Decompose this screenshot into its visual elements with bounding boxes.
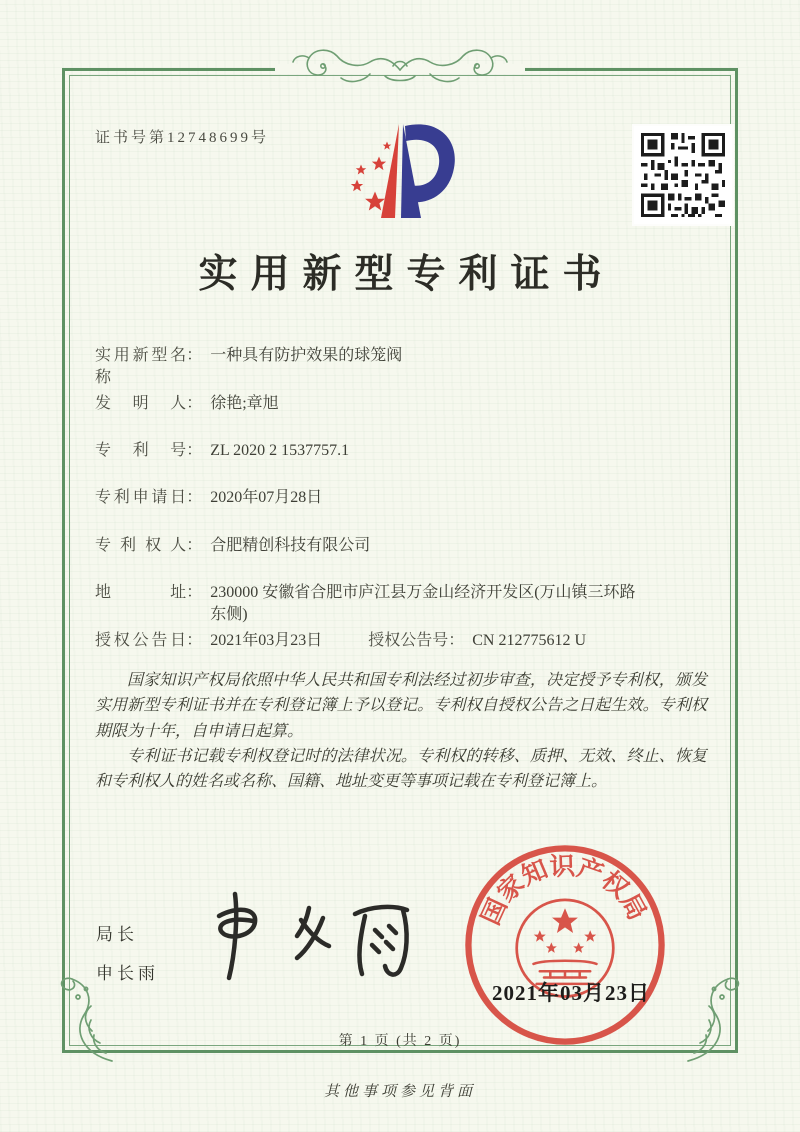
dragon-flourish-ornament-icon (275, 40, 525, 102)
field-value: 合肥精创科技有限公司 (210, 537, 371, 554)
back-note: 其他事项参见背面 (323, 1084, 476, 1100)
field-label: 授权公告日 (95, 632, 187, 649)
legal-text (95, 668, 707, 794)
field-label: 专利权人 (95, 537, 187, 554)
signer-name: 申长雨 (96, 964, 159, 983)
field-value: 一种具有防护效果的球笼阀 (210, 347, 403, 364)
field-row-grant (95, 630, 586, 652)
field-row-name (95, 345, 402, 388)
field-row-patentee (95, 535, 370, 557)
field-value: 2020年07月28日 (210, 489, 323, 506)
field-colon: ： (186, 537, 203, 554)
field-colon: ： (448, 632, 465, 649)
signer-block (96, 920, 159, 998)
field-colon: ： (186, 584, 203, 601)
grant-date-value: 2021年03月23日 (210, 632, 323, 649)
field-colon: ： (186, 489, 203, 506)
qr-code-icon (632, 124, 734, 226)
field-value: 徐艳;章旭 (210, 395, 279, 412)
certificate-number: 证书号第12748699号 (95, 130, 270, 146)
field-value: 230000 安徽省合肥市庐江县万金山经济开发区(万山镇三环路东侧) (210, 584, 636, 623)
field-row-filing-date (95, 487, 322, 509)
field-row-inventor (95, 393, 279, 415)
field-label: 专利申请日 (95, 489, 187, 506)
seal-ring-text: 国家知识产权局 (477, 853, 651, 930)
field-label: 发明人 (95, 395, 187, 412)
field-colon: ： (186, 395, 203, 412)
signer-title: 局长 (96, 925, 138, 944)
grant-no-label: 授权公告号 (368, 632, 449, 649)
seal-date: 2021年03月23日 (492, 981, 650, 1005)
director-signature-icon (205, 882, 435, 990)
field-label: 地址 (95, 584, 187, 601)
grant-no-value: CN 212775612 U (472, 632, 587, 649)
field-value: ZL 2020 2 1537757.1 (210, 442, 350, 459)
field-row-address (95, 582, 642, 625)
certificate-title: 实用新型专利证书 (198, 253, 615, 296)
field-colon: ： (186, 632, 203, 649)
cnipa-seal-icon (460, 840, 670, 1050)
cnipa-logo-icon (335, 110, 465, 232)
legal-paragraph: 专利证书记载专利权登记时的法律状况。专利权的转移、质押、无效、终止、恢复和专利权人的姓名或名称、国籍、地址变更等事项记载在专利登记簿上。 (95, 747, 707, 791)
field-label: 实用新型名称 (95, 347, 187, 386)
field-colon: ： (186, 442, 203, 459)
legal-paragraph: 国家知识产权局依照中华人民共和国专利法经过初步审查，决定授予专利权，颁发实用新型专利证书并在专利登记簿上予以登记。专利权自授权公告之日起生效。专利权期限为十年，自申请日起算。 (95, 672, 707, 740)
field-colon: ： (186, 347, 203, 364)
page-number: 第 1 页 (共 2 页) (338, 1034, 462, 1049)
field-label: 专利号 (95, 442, 187, 459)
field-row-patent-no (95, 440, 349, 462)
